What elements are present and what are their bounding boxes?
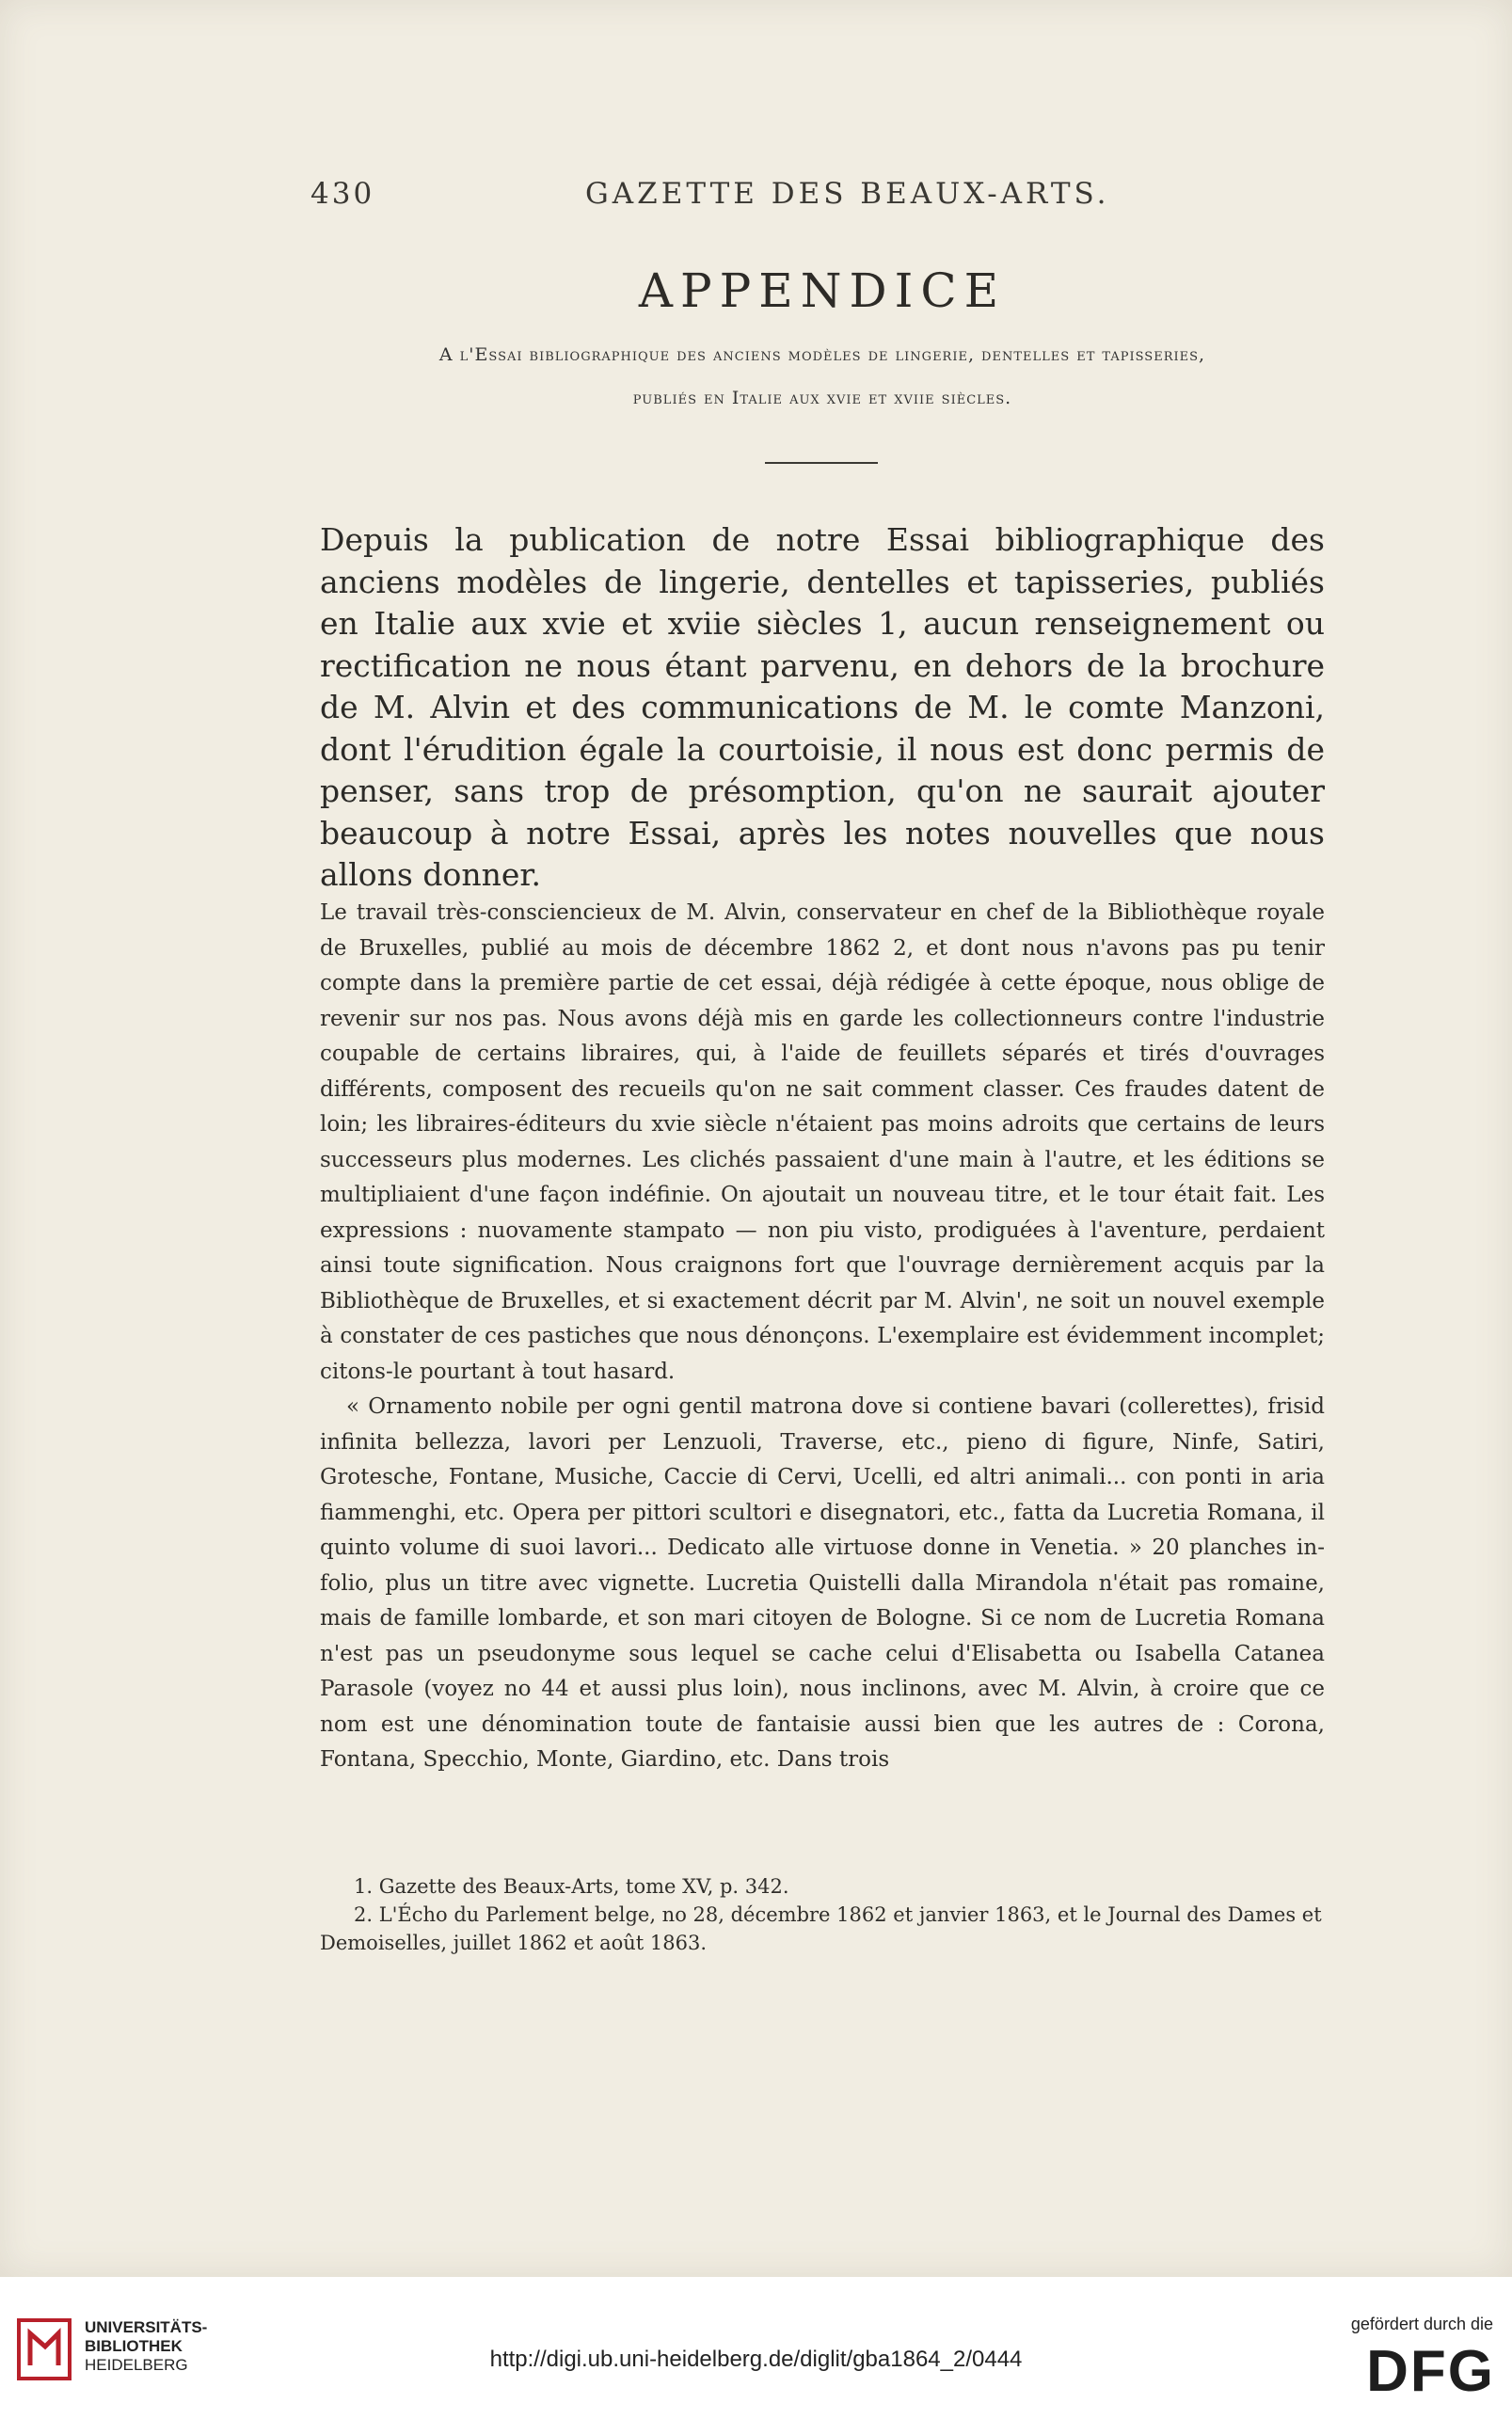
footnote: 2. L'Écho du Parlement belge, no 28, décembre 1862 et janvier 1863, et le Journal des Dames et Demoiselles, juillet 1862 et août 1863.	[320, 1903, 1322, 1954]
section-divider	[765, 462, 878, 464]
body-paragraph: « Ornamento nobile per ogni gentil matrona dove si contiene bavari (collerettes), frisid infinita bellezza, lavori per Lenzuoli, Traverse, etc., pieno di figure, Ninfe, Satiri, Grotesche, Fontane, Musiche, Caccie di Cervi, Ucelli, ed altri animali... con ponti in aria fiammenghi, etc. Opera per pittori scultori e disegnatori, etc., fatta da Lucretia Romana, il quinto volume di suoi lavori... Dedicato alle virtuose donne in Venetia. » 20 planches in-folio, plus un titre avec vignette. Lucretia Quistelli dalla Mirandola n'était pas romaine, mais de famille lombarde, et son mari citoyen de Bologne. Si ce nom de Lucretia Romana n'est pas un pseudonyme sous lequel se cache celui d'Elisabetta ou Isabella Catanea Parasole (voyez no 44 et aussi plus loin), nous inclinons, avec M. Alvin, à croire que ce nom est une dénomination toute de fantaisie aussi bien que les autres de : Corona, Fontana, Specchio, Monte, Giardino, etc. Dans trois	[320, 1394, 1325, 1772]
library-name-line3: HEIDELBERG	[85, 2356, 188, 2374]
library-name-line1: UNIVERSITÄTS-	[85, 2318, 208, 2336]
journal-title: GAZETTE DES BEAUX-ARTS.	[585, 177, 1110, 211]
body-paragraph: Le travail très-consciencieux de M. Alvin, conservateur en chef de la Bibliothèque royale de Bruxelles, publié au mois de décembre 1862 2, et dont nous n'avons pas pu tenir compte dans la première partie de cet essai, déjà rédigée à cette époque, nous oblige de revenir sur nos pas. Nous avons déjà mis en garde les collectionneurs contre l'industrie coupable de certains libraires, qui, à l'aide de feuillets séparés et tirés d'ouvrages différents, composent des recueils qu'on ne sait comment classer. Ces fraudes datent de loin; les libraires-éditeurs du xvie siècle n'étaient pas moins adroits que certains de leurs successeurs plus modernes. Les clichés passaient d'une main à l'autre, et les éditions se multipliaient d'une façon indéfinie. On ajoutait un nouveau titre, et le tour était fait. Les expressions : nuovamente stampato — non piu visto, prodiguées à l'aventure, perdaient ainsi toute signification. Nous craignons fort que l'ouvrage dernièrement acquis par la Bibliothèque de Bruxelles, et si exactement décrit par M. Alvin', ne soit un nouvel exemple à constater de ces pastiches que nous dénonçons. L'exemplaire est évidemment incomplet; citons-le pourtant à tout hasard.	[320, 900, 1325, 1384]
lead-paragraph: Depuis la publication de notre Essai bibliographique des anciens modèles de lingerie, dentelles et tapisseries, publiés en Italie aux xvie et xviie siècles 1, aucun renseignement ou rectification ne nous étant parvenu, en dehors de la brochure de M. Alvin et des communications de M. le comte Manzoni, dont l'érudition égale la courtoisie, il nous est donc permis de penser, sans trop de présomption, qu'on ne saurait ajouter beaucoup à notre Essai, après les notes nouvelles que nous allons donner.	[320, 521, 1325, 893]
body-text	[320, 896, 1325, 1778]
dfg-logo: DFG	[1366, 2339, 1495, 2404]
article-subtitle-line2: publiés en Italie aux xvie et xviie siècles.	[632, 388, 1012, 408]
footnotes	[320, 1872, 1325, 1957]
article-subtitle-line1: A l'Essai bibliographique des anciens modèles de lingerie, dentelles et tapisseries,	[438, 344, 1206, 365]
funding-label: gefördert durch die	[1350, 2315, 1493, 2333]
page-number: 430	[310, 177, 375, 211]
permalink-url[interactable]: http://digi.ub.uni-heidelberg.de/diglit/gba1864_2/0444	[489, 2347, 1023, 2372]
article-title: APPENDICE	[638, 263, 1007, 318]
footnote: 1. Gazette des Beaux-Arts, tome XV, p. 342.	[354, 1875, 789, 1898]
viewer-footer	[0, 2277, 1512, 2419]
library-name-line2: BIBLIOTHEK	[85, 2337, 183, 2355]
